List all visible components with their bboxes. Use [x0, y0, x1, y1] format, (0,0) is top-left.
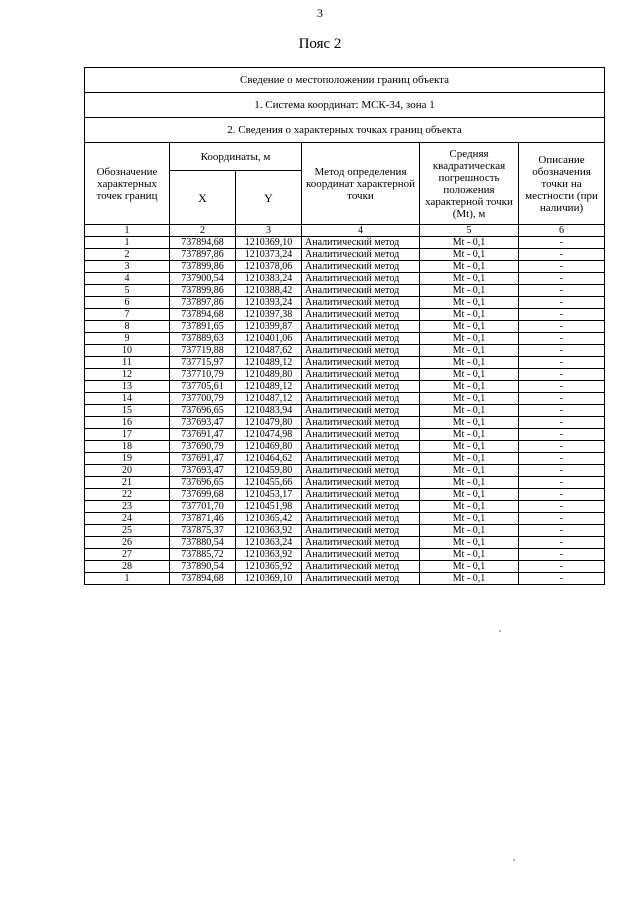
- cell-x: 737700,79: [170, 393, 236, 405]
- cell-error: Mt - 0,1: [420, 501, 519, 513]
- table-row: [85, 453, 605, 465]
- cell-error: Mt - 0,1: [420, 285, 519, 297]
- cell-error: Mt - 0,1: [420, 489, 519, 501]
- cell-x: 737885,72: [170, 549, 236, 561]
- cell-description: -: [519, 537, 605, 549]
- cell-method: Аналитический метод: [302, 249, 420, 261]
- cell-y: 1210363,92: [236, 549, 302, 561]
- cell-method: Аналитический метод: [302, 405, 420, 417]
- cell-description: -: [519, 501, 605, 513]
- cell-point-number: 7: [85, 309, 170, 321]
- column-number: 1: [85, 225, 170, 237]
- cell-y: 1210373,24: [236, 249, 302, 261]
- cell-x: 737719,88: [170, 345, 236, 357]
- cell-description: -: [519, 465, 605, 477]
- cell-y: 1210393,24: [236, 297, 302, 309]
- cell-y: 1210489,12: [236, 381, 302, 393]
- cell-description: -: [519, 573, 605, 585]
- cell-method: Аналитический метод: [302, 513, 420, 525]
- cell-point-number: 20: [85, 465, 170, 477]
- table-row: [85, 441, 605, 453]
- cell-error: Mt - 0,1: [420, 525, 519, 537]
- table-row: [85, 513, 605, 525]
- cell-point-number: 3: [85, 261, 170, 273]
- boundary-points-table: [84, 67, 605, 585]
- cell-y: 1210363,24: [236, 537, 302, 549]
- cell-x: 737693,47: [170, 465, 236, 477]
- cell-point-number: 23: [85, 501, 170, 513]
- cell-method: Аналитический метод: [302, 333, 420, 345]
- cell-method: Аналитический метод: [302, 489, 420, 501]
- cell-x: 737696,65: [170, 477, 236, 489]
- cell-x: 737894,68: [170, 573, 236, 585]
- cell-point-number: 27: [85, 549, 170, 561]
- cell-point-number: 22: [85, 489, 170, 501]
- cell-description: -: [519, 345, 605, 357]
- page-number: 3: [317, 6, 323, 20]
- cell-point-number: 15: [85, 405, 170, 417]
- cell-x: 737691,47: [170, 429, 236, 441]
- cell-method: Аналитический метод: [302, 429, 420, 441]
- cell-point-number: 19: [85, 453, 170, 465]
- header-method: Метод определения координат характерной точки: [302, 143, 420, 225]
- column-number: 3: [236, 225, 302, 237]
- table-row: [85, 369, 605, 381]
- cell-method: Аналитический метод: [302, 477, 420, 489]
- table-row: [85, 309, 605, 321]
- cell-method: Аналитический метод: [302, 453, 420, 465]
- cell-method: Аналитический метод: [302, 285, 420, 297]
- table-row: [85, 537, 605, 549]
- cell-error: Mt - 0,1: [420, 441, 519, 453]
- cell-error: Mt - 0,1: [420, 345, 519, 357]
- table-row: [85, 273, 605, 285]
- cell-method: Аналитический метод: [302, 537, 420, 549]
- cell-description: -: [519, 369, 605, 381]
- table-row: [85, 573, 605, 585]
- column-number: 2: [170, 225, 236, 237]
- cell-description: -: [519, 393, 605, 405]
- cell-x: 737897,86: [170, 249, 236, 261]
- cell-error: Mt - 0,1: [420, 561, 519, 573]
- table-row: [85, 237, 605, 249]
- scan-speck: [499, 630, 501, 632]
- table-row: [85, 381, 605, 393]
- cell-error: Mt - 0,1: [420, 549, 519, 561]
- cell-x: 737880,54: [170, 537, 236, 549]
- cell-error: Mt - 0,1: [420, 321, 519, 333]
- cell-method: Аналитический метод: [302, 357, 420, 369]
- cell-error: Mt - 0,1: [420, 465, 519, 477]
- cell-y: 1210489,80: [236, 369, 302, 381]
- cell-x: 737897,86: [170, 297, 236, 309]
- cell-x: 737875,37: [170, 525, 236, 537]
- cell-y: 1210469,80: [236, 441, 302, 453]
- cell-error: Mt - 0,1: [420, 453, 519, 465]
- cell-method: Аналитический метод: [302, 573, 420, 585]
- table-row: [85, 261, 605, 273]
- cell-method: Аналитический метод: [302, 393, 420, 405]
- cell-point-number: 1: [85, 573, 170, 585]
- cell-point-number: 12: [85, 369, 170, 381]
- cell-description: -: [519, 297, 605, 309]
- column-number: 5: [420, 225, 519, 237]
- cell-point-number: 13: [85, 381, 170, 393]
- cell-description: -: [519, 309, 605, 321]
- cell-x: 737894,68: [170, 237, 236, 249]
- section-title: Сведение о местоположении границ объекта: [85, 68, 605, 93]
- cell-x: 737894,68: [170, 309, 236, 321]
- cell-point-number: 14: [85, 393, 170, 405]
- cell-y: 1210451,98: [236, 501, 302, 513]
- cell-method: Аналитический метод: [302, 369, 420, 381]
- cell-y: 1210459,80: [236, 465, 302, 477]
- cell-x: 737701,70: [170, 501, 236, 513]
- cell-y: 1210365,92: [236, 561, 302, 573]
- cell-point-number: 2: [85, 249, 170, 261]
- cell-point-number: 28: [85, 561, 170, 573]
- cell-description: -: [519, 405, 605, 417]
- cell-method: Аналитический метод: [302, 417, 420, 429]
- cell-point-number: 9: [85, 333, 170, 345]
- cell-method: Аналитический метод: [302, 297, 420, 309]
- cell-y: 1210383,24: [236, 273, 302, 285]
- column-number: 4: [302, 225, 420, 237]
- cell-error: Mt - 0,1: [420, 417, 519, 429]
- cell-description: -: [519, 261, 605, 273]
- cell-method: Аналитический метод: [302, 321, 420, 333]
- header-coordinates: Координаты, м: [170, 143, 302, 171]
- cell-description: -: [519, 513, 605, 525]
- cell-x: 737705,61: [170, 381, 236, 393]
- cell-error: Mt - 0,1: [420, 381, 519, 393]
- cell-method: Аналитический метод: [302, 345, 420, 357]
- cell-point-number: 11: [85, 357, 170, 369]
- cell-y: 1210397,38: [236, 309, 302, 321]
- cell-error: Mt - 0,1: [420, 573, 519, 585]
- cell-error: Mt - 0,1: [420, 405, 519, 417]
- cell-error: Mt - 0,1: [420, 393, 519, 405]
- cell-description: -: [519, 357, 605, 369]
- cell-x: 737871,46: [170, 513, 236, 525]
- table-row: [85, 501, 605, 513]
- cell-description: -: [519, 249, 605, 261]
- table-row: [85, 285, 605, 297]
- cell-y: 1210365,42: [236, 513, 302, 525]
- table-row: [85, 489, 605, 501]
- cell-description: -: [519, 525, 605, 537]
- cell-x: 737696,65: [170, 405, 236, 417]
- table-row: [85, 345, 605, 357]
- cell-point-number: 10: [85, 345, 170, 357]
- cell-y: 1210401,06: [236, 333, 302, 345]
- cell-y: 1210489,12: [236, 357, 302, 369]
- cell-method: Аналитический метод: [302, 309, 420, 321]
- cell-point-number: 8: [85, 321, 170, 333]
- cell-description: -: [519, 453, 605, 465]
- cell-description: -: [519, 429, 605, 441]
- coordinate-system: 1. Система координат: МСК-34, зона 1: [85, 93, 605, 118]
- cell-description: -: [519, 285, 605, 297]
- zone-title: Пояс 2: [298, 36, 342, 52]
- header-error: Средняя квадратическая погрешность положения характерной точки (Mt), м: [420, 143, 519, 225]
- cell-error: Mt - 0,1: [420, 477, 519, 489]
- cell-x: 737690,79: [170, 441, 236, 453]
- cell-description: -: [519, 273, 605, 285]
- cell-y: 1210378,06: [236, 261, 302, 273]
- cell-y: 1210369,10: [236, 237, 302, 249]
- cell-method: Аналитический метод: [302, 273, 420, 285]
- cell-point-number: 24: [85, 513, 170, 525]
- table-row: [85, 405, 605, 417]
- cell-point-number: 6: [85, 297, 170, 309]
- cell-error: Mt - 0,1: [420, 261, 519, 273]
- cell-point-number: 16: [85, 417, 170, 429]
- cell-x: 737710,79: [170, 369, 236, 381]
- cell-method: Аналитический метод: [302, 549, 420, 561]
- table-row: [85, 321, 605, 333]
- cell-error: Mt - 0,1: [420, 429, 519, 441]
- column-number-row: [85, 225, 605, 237]
- cell-method: Аналитический метод: [302, 465, 420, 477]
- cell-description: -: [519, 489, 605, 501]
- cell-error: Mt - 0,1: [420, 369, 519, 381]
- cell-x: 737699,68: [170, 489, 236, 501]
- cell-description: -: [519, 333, 605, 345]
- cell-error: Mt - 0,1: [420, 357, 519, 369]
- cell-y: 1210487,62: [236, 345, 302, 357]
- points-section-title: 2. Сведения о характерных точках границ объекта: [85, 118, 605, 143]
- cell-y: 1210483,94: [236, 405, 302, 417]
- table-row: [85, 417, 605, 429]
- cell-method: Аналитический метод: [302, 381, 420, 393]
- cell-y: 1210487,12: [236, 393, 302, 405]
- cell-y: 1210399,87: [236, 321, 302, 333]
- table-row: [85, 549, 605, 561]
- cell-method: Аналитический метод: [302, 441, 420, 453]
- cell-y: 1210369,10: [236, 573, 302, 585]
- header-x: X: [170, 171, 236, 225]
- cell-error: Mt - 0,1: [420, 297, 519, 309]
- cell-x: 737900,54: [170, 273, 236, 285]
- table-row: [85, 333, 605, 345]
- cell-error: Mt - 0,1: [420, 273, 519, 285]
- table-row: [85, 297, 605, 309]
- cell-error: Mt - 0,1: [420, 537, 519, 549]
- cell-x: 737691,47: [170, 453, 236, 465]
- header-description: Описание обозначения точки на местности (при наличии): [519, 143, 605, 225]
- cell-method: Аналитический метод: [302, 237, 420, 249]
- cell-x: 737889,63: [170, 333, 236, 345]
- cell-y: 1210455,66: [236, 477, 302, 489]
- cell-method: Аналитический метод: [302, 525, 420, 537]
- cell-y: 1210479,80: [236, 417, 302, 429]
- table-row: [85, 249, 605, 261]
- table-row: [85, 357, 605, 369]
- cell-y: 1210453,17: [236, 489, 302, 501]
- cell-x: 737890,54: [170, 561, 236, 573]
- cell-x: 737891,65: [170, 321, 236, 333]
- cell-point-number: 5: [85, 285, 170, 297]
- cell-error: Mt - 0,1: [420, 309, 519, 321]
- cell-point-number: 4: [85, 273, 170, 285]
- scan-speck: [513, 859, 515, 861]
- cell-method: Аналитический метод: [302, 261, 420, 273]
- cell-description: -: [519, 321, 605, 333]
- cell-error: Mt - 0,1: [420, 333, 519, 345]
- cell-y: 1210363,92: [236, 525, 302, 537]
- cell-description: -: [519, 441, 605, 453]
- cell-y: 1210464,62: [236, 453, 302, 465]
- cell-x: 737693,47: [170, 417, 236, 429]
- column-number: 6: [519, 225, 605, 237]
- cell-y: 1210474,98: [236, 429, 302, 441]
- cell-point-number: 1: [85, 237, 170, 249]
- header-designation: Обозначение характерных точек границ: [85, 143, 170, 225]
- cell-description: -: [519, 561, 605, 573]
- table-row: [85, 429, 605, 441]
- cell-x: 737899,86: [170, 285, 236, 297]
- cell-description: -: [519, 381, 605, 393]
- cell-x: 737899,86: [170, 261, 236, 273]
- cell-point-number: 17: [85, 429, 170, 441]
- cell-method: Аналитический метод: [302, 561, 420, 573]
- cell-error: Mt - 0,1: [420, 249, 519, 261]
- table-row: [85, 561, 605, 573]
- cell-description: -: [519, 237, 605, 249]
- cell-point-number: 25: [85, 525, 170, 537]
- cell-error: Mt - 0,1: [420, 237, 519, 249]
- cell-point-number: 26: [85, 537, 170, 549]
- cell-description: -: [519, 549, 605, 561]
- cell-error: Mt - 0,1: [420, 513, 519, 525]
- table-row: [85, 477, 605, 489]
- table-row: [85, 465, 605, 477]
- table-row: [85, 393, 605, 405]
- header-y: Y: [236, 171, 302, 225]
- cell-description: -: [519, 477, 605, 489]
- cell-x: 737715,97: [170, 357, 236, 369]
- cell-method: Аналитический метод: [302, 501, 420, 513]
- cell-point-number: 21: [85, 477, 170, 489]
- table-row: [85, 525, 605, 537]
- cell-y: 1210388,42: [236, 285, 302, 297]
- cell-description: -: [519, 417, 605, 429]
- cell-point-number: 18: [85, 441, 170, 453]
